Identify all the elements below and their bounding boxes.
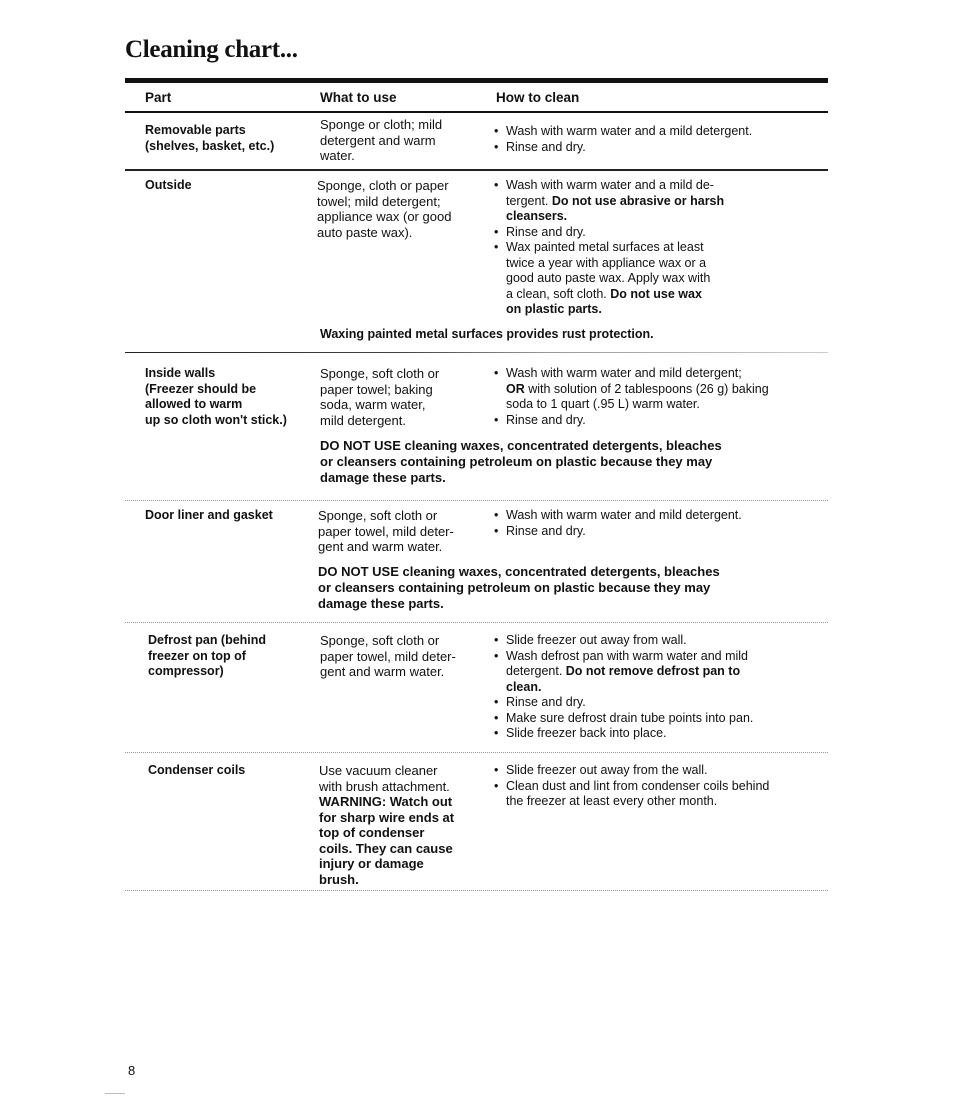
what-line: Use vacuum cleaner (319, 763, 438, 778)
part-cell (148, 763, 316, 779)
table-header (0, 90, 954, 110)
top-rule (125, 78, 828, 83)
how-bold: Do not use abrasive or harsh (551, 193, 725, 208)
part-line: Removable parts (145, 123, 246, 137)
warning-note (320, 438, 800, 486)
how-item: • Rinse and dry. (494, 695, 814, 711)
warning-line: for sharp wire ends at (319, 809, 455, 825)
what-line: gent and warm water. (318, 539, 443, 554)
how-item-continued: twice a year with appliance wax or a (506, 255, 707, 270)
how-item: • Rinse and dry. (494, 524, 814, 540)
what-line: appliance wax (or good (317, 209, 452, 224)
how-item: • Rinse and dry. (494, 225, 814, 241)
how-item-continued (494, 664, 814, 680)
part-cell (145, 178, 313, 194)
part-line: Outside (145, 178, 192, 192)
how-to-clean-cell (494, 124, 814, 155)
how-item: • Rinse and dry. (494, 413, 814, 429)
part-line: (Freezer should be (145, 381, 257, 396)
how-item: • Wash with warm water and mild detergent. (494, 508, 814, 524)
what-line: gent and warm water. (320, 664, 445, 679)
how-item: • Wash defrost pan with warm water and mild (494, 649, 814, 665)
part-line: Inside walls (145, 366, 216, 380)
how-item: • Make sure defrost drain tube points into pan. (494, 711, 814, 727)
what-line: Sponge, cloth or paper (317, 178, 449, 193)
what-to-use-cell (318, 508, 483, 555)
corner-mark (105, 1093, 125, 1094)
what-line: water. (320, 148, 355, 163)
header-part: Part (145, 90, 172, 105)
what-line: mild detergent. (320, 412, 406, 428)
what-line: paper towel, mild deter- (320, 648, 456, 664)
warning-line: top of condenser (319, 825, 425, 840)
how-item: • Slide freezer back into place. (494, 726, 814, 742)
note-line: DO NOT USE cleaning waxes, concentrated detergents, bleaches (320, 438, 722, 453)
how-item-continued (494, 287, 814, 303)
what-line: Sponge or cloth; mild (320, 117, 443, 132)
header-what-to-use: What to use (320, 90, 397, 105)
page-title: Cleaning chart... (125, 36, 298, 63)
part-line: freezer on top of (148, 648, 246, 663)
row-separator (125, 622, 828, 623)
how-text: a clean, soft cloth. (506, 286, 611, 301)
what-line: Sponge, soft cloth or (320, 633, 440, 648)
how-item: • Slide freezer out away from the wall. (494, 763, 814, 779)
row-separator (125, 752, 828, 753)
how-item-continued (494, 194, 814, 210)
how-bold: OR (506, 381, 525, 396)
how-to-clean-cell (494, 508, 814, 539)
note-line: or cleansers containing petroleum on plastic because they may (318, 580, 711, 595)
how-item-continued: the freezer at least every other month. (506, 794, 718, 808)
row-separator (125, 169, 828, 171)
how-item-continued (494, 382, 814, 398)
warning-note (318, 564, 798, 612)
part-cell (145, 123, 313, 154)
how-item: • Wash with warm water and a mild de- (494, 178, 814, 194)
how-item: • Wash with warm water and a mild detergent. (494, 124, 814, 140)
what-line: detergent and warm (320, 132, 436, 148)
how-item: • Wax painted metal surfaces at least (494, 240, 814, 256)
header-rule (125, 111, 828, 113)
part-line: Door liner and gasket (145, 508, 273, 522)
part-cell (145, 366, 313, 428)
part-cell (145, 508, 313, 524)
part-line: allowed to warm (145, 397, 243, 411)
what-line: auto paste wax). (317, 224, 413, 240)
how-text: detergent. (506, 664, 566, 678)
row-separator (125, 500, 828, 501)
note-line: Waxing painted metal surfaces provides rust protection. (320, 327, 654, 341)
part-line: Condenser coils (148, 763, 246, 777)
how-to-clean-cell (494, 178, 814, 318)
warning-line: brush. (319, 871, 359, 887)
how-bold: clean. (506, 679, 542, 694)
note-line: or cleansers containing petroleum on plastic because they may (320, 454, 713, 469)
part-line: (shelves, basket, etc.) (145, 138, 275, 153)
how-text: with solution of 2 tablespoons (26 g) baking (524, 381, 769, 396)
note-line: damage these parts. (320, 470, 446, 485)
what-line: paper towel; baking (320, 381, 433, 397)
note-line: damage these parts. (318, 596, 444, 611)
how-to-clean-cell (494, 763, 814, 810)
part-line: compressor) (148, 664, 224, 678)
part-line: up so cloth won't stick.) (145, 412, 287, 427)
how-item: • Clean dust and lint from condenser coils behind (494, 779, 814, 795)
how-to-clean-cell (494, 633, 814, 742)
note-line: DO NOT USE cleaning waxes, concentrated detergents, bleaches (318, 564, 720, 579)
warning-line: coils. They can cause (319, 840, 453, 856)
what-line: Sponge, soft cloth or (318, 508, 438, 523)
row-separator (125, 352, 828, 353)
how-to-clean-cell (494, 366, 814, 428)
header-how-to-clean: How to clean (496, 90, 580, 105)
what-line: towel; mild detergent; (317, 193, 441, 209)
what-line: Sponge, soft cloth or (320, 366, 440, 381)
how-item: • Slide freezer out away from wall. (494, 633, 814, 649)
part-line: Defrost pan (behind (148, 633, 267, 647)
page-number: 8 (128, 1063, 136, 1078)
what-to-use-cell (319, 763, 484, 887)
what-line: soda, warm water, (320, 397, 426, 412)
what-to-use-cell (320, 633, 485, 680)
how-bold: on plastic parts. (506, 302, 602, 316)
how-item-continued: good auto paste wax. Apply wax with (506, 271, 711, 285)
what-line: with brush attachment. (319, 778, 450, 794)
how-bold: Do not use wax (610, 286, 702, 301)
what-to-use-cell (320, 366, 485, 428)
what-to-use-cell (317, 178, 482, 240)
what-to-use-cell (320, 117, 485, 164)
how-text: tergent. (506, 193, 552, 208)
note (320, 326, 800, 342)
what-line: paper towel, mild deter- (318, 523, 454, 539)
row-separator (125, 890, 828, 891)
how-item: • Rinse and dry. (494, 140, 814, 156)
how-item: • Wash with warm water and mild detergent; (494, 366, 814, 382)
warning-line: injury or damage (319, 856, 424, 871)
how-item-continued: soda to 1 quart (.95 L) warm water. (506, 397, 700, 411)
how-bold: cleansers. (506, 209, 568, 223)
part-cell (148, 633, 316, 680)
warning-line: WARNING: Watch out (319, 794, 453, 809)
how-bold: Do not remove defrost pan to (565, 664, 741, 678)
